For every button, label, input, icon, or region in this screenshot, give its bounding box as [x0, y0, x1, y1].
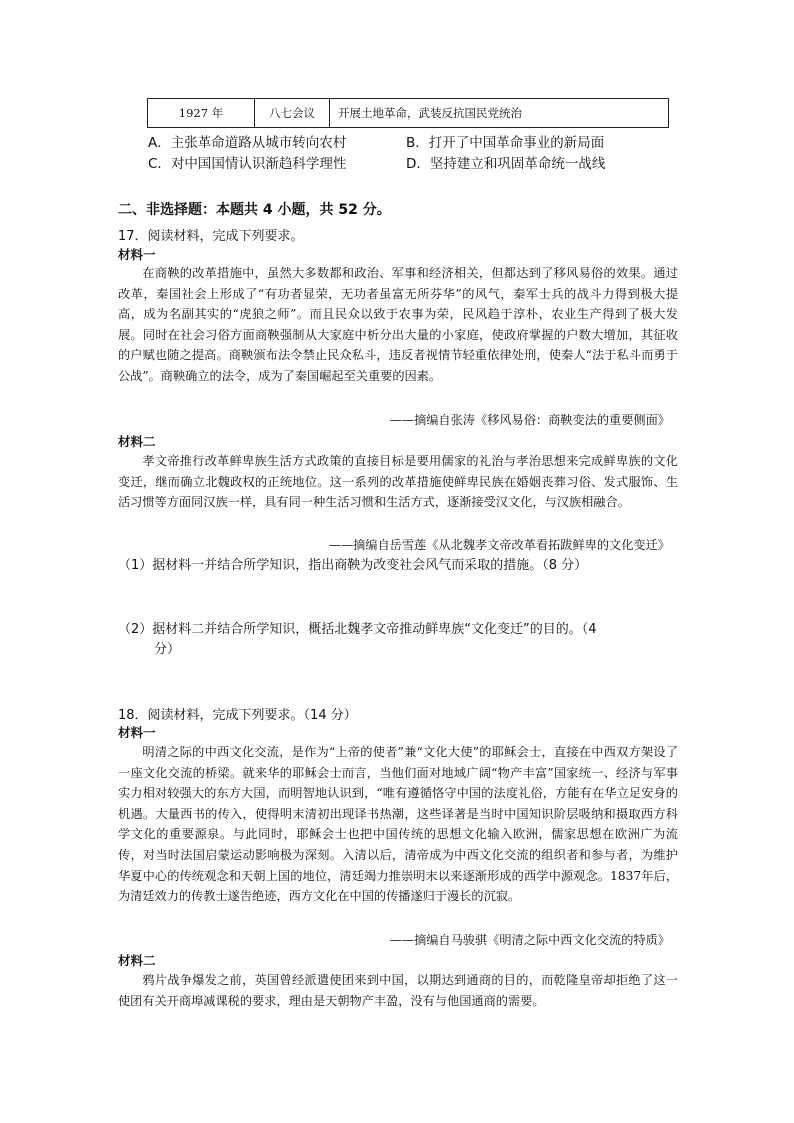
history-table — [147, 98, 669, 128]
q17-subquestion-2 — [118, 620, 678, 660]
table-row — [148, 99, 669, 128]
option-a: A．主张革命道路从城市转向农村 — [148, 135, 347, 151]
q17-subquestion-2-line2: 分） — [154, 642, 181, 657]
q17-material2-text: 孝文帝推行改革鲜卑族生活方式政策的直接目标是要用儒家的礼治与孝治思想来完成鲜卑族的文化变迁，继而确立北魏政权的正统地位。这一系列的改革措施使鲜卑民族在婚姻丧葬习俗、发式服饰、生活习惯等方面同汉族一样，具有同一种生活习惯和生活方式，逐渐接受汉文化，与汉族相融合。 — [118, 454, 678, 510]
q17-subquestion-2-line1: （2）据材料二并结合所学知识，概括北魏孝文帝推动鲜卑族“文化变迁”的目的。（4 — [118, 622, 597, 637]
q18-material1-label: 材料一 — [118, 725, 156, 740]
q17-material2-label: 材料二 — [118, 434, 156, 449]
option-d: D．坚持建立和巩固革命统一战线 — [406, 156, 606, 172]
q18-stem: 18．阅读材料，完成下列要求。（14 分） — [118, 708, 357, 723]
q17-material1-label: 材料一 — [118, 247, 156, 262]
table-cell-content: 开展土地革命，武装反抗国民党统治 — [330, 99, 669, 128]
table-cell-year: 1927 年 — [148, 99, 255, 128]
q18-material1-source: ——摘编自马骏骐《明清之际中西文化交流的特质》 — [389, 933, 670, 947]
q18-material2-text: 鸦片战争爆发之前，英国曾经派遣使团来到中国，以期达到通商的目的，而乾隆皇帝却拒绝了这一使团有关开商埠减课税的要求，理由是天朝物产丰盈，没有与他国通商的需要。 — [118, 973, 678, 1008]
q17-material2-source: ——摘编自岳雪莲《从北魏孝文帝改革看拓跋鲜卑的文化变迁》 — [328, 538, 670, 552]
table-cell-meeting: 八七会议 — [255, 99, 330, 128]
q17-subquestion-1: （1）据材料一并结合所学知识，指出商鞅为改变社会风气而采取的措施。（8 分） — [118, 558, 588, 573]
q18-material1-text: 明清之际的中西文化交流，是作为“上帝的使者”兼“文化大使”的耶稣会士，直接在中西双方架设了一座文化交流的桥梁。就来华的耶稣会士而言，当他们面对地域广阔“物产丰富”国家统一、经济与军事实力相对较强大的东方大国，而明智地认识到，“唯有遵循恪守中国的法度礼俗，方能有在华立足安身的机遇。大量西书的传入，使得明末清初出现译书热潮，这些译著是当时中国知识阶层吸纳和摄取西方科学文化的重要源泉。与此同时，耶稣会士也把中国传统的思想文化输入欧洲，儒家思想在欧洲广为流传，对当时法国启蒙运动影响极为深刻。入清以后，清帝成为中西文化交流的组织者和参与者，为维护华夏中心的传统观念和天朝上国的地位，清廷竭力推崇明末以来逐渐形成的西学中源观念。1837年后，为清廷效力的传教士遂告绝迹，西方文化在中国的传播遂归于漫长的沉寂。 — [118, 745, 678, 904]
q18-material2-label: 材料二 — [118, 953, 156, 968]
section-title: 二、非选择题：本题共 4 小题，共 52 分。 — [118, 202, 391, 218]
q17-material1-text: 在商鞅的改革措施中，虽然大多数都和政治、军事和经济相关，但都达到了移风易俗的效果。通过改革，秦国社会上形成了“有功者显荣，无功者虽富无所芬华”的风气，秦军士兵的战斗力得到极大提高，成为名副其实的“虎狼之师”。而且民众以致于农事为荣，民风趋于淳朴，农业生产得到了极大发展。同时在社会习俗方面商鞅强制从大家庭中析分出大量的小家庭，使政府掌握的户数大增加，其征收的户赋也随之提高。商鞅颁布法令禁止民众私斗，违反者视情节轻重依律处刑，使秦人“法于私斗而勇于公战”。商鞅确立的法令，成为了秦国崛起至关重要的因素。 — [118, 266, 678, 383]
q17-stem: 17．阅读材料，完成下列要求。 — [118, 229, 304, 244]
option-c: C．对中国国情认识渐趋科学理性 — [148, 156, 347, 172]
option-b: B．打开了中国革命事业的新局面 — [406, 135, 605, 151]
q17-material1-source: ——摘编自张涛《移风易俗：商鞅变法的重要侧面》 — [389, 413, 670, 427]
